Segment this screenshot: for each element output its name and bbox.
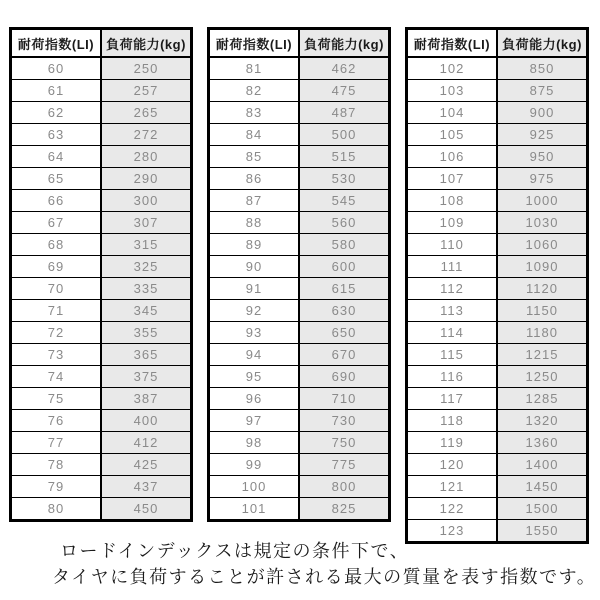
table-row xyxy=(407,256,588,278)
kg-value-cell: 1360 xyxy=(497,432,588,454)
load-index-table-2 xyxy=(207,27,391,522)
kg-value-cell: 365 xyxy=(101,344,192,366)
li-value-cell: 84 xyxy=(209,124,300,146)
kg-value-cell: 580 xyxy=(299,234,390,256)
table-row xyxy=(407,366,588,388)
table-row xyxy=(407,80,588,102)
li-value-cell: 115 xyxy=(407,344,498,366)
table-row xyxy=(407,498,588,520)
kg-value-cell: 515 xyxy=(299,146,390,168)
kg-value-cell: 475 xyxy=(299,80,390,102)
kg-value-cell: 1180 xyxy=(497,322,588,344)
kg-value-cell: 710 xyxy=(299,388,390,410)
kg-value-cell: 800 xyxy=(299,476,390,498)
table-row xyxy=(209,344,390,366)
kg-value-cell: 437 xyxy=(101,476,192,498)
table-row xyxy=(407,476,588,498)
li-value-cell: 111 xyxy=(407,256,498,278)
kg-value-cell: 950 xyxy=(497,146,588,168)
li-value-cell: 104 xyxy=(407,102,498,124)
li-value-cell: 89 xyxy=(209,234,300,256)
kg-value-cell: 560 xyxy=(299,212,390,234)
kg-value-cell: 1000 xyxy=(497,190,588,212)
li-value-cell: 83 xyxy=(209,102,300,124)
load-index-table-1 xyxy=(9,27,193,522)
table-row xyxy=(407,57,588,80)
kg-value-cell: 500 xyxy=(299,124,390,146)
kg-value-cell: 690 xyxy=(299,366,390,388)
li-value-cell: 109 xyxy=(407,212,498,234)
table-row xyxy=(407,146,588,168)
li-value-cell: 62 xyxy=(11,102,102,124)
li-value-cell: 65 xyxy=(11,168,102,190)
table-row xyxy=(209,168,390,190)
li-value-cell: 73 xyxy=(11,344,102,366)
kg-value-cell: 425 xyxy=(101,454,192,476)
table-row xyxy=(11,366,192,388)
li-value-cell: 64 xyxy=(11,146,102,168)
table-row xyxy=(209,234,390,256)
table-row xyxy=(209,410,390,432)
li-value-cell: 80 xyxy=(11,498,102,521)
kg-value-cell: 825 xyxy=(299,498,390,521)
kg-column-header: 負荷能力(kg) xyxy=(299,29,390,58)
kg-value-cell: 600 xyxy=(299,256,390,278)
table-row xyxy=(407,212,588,234)
li-value-cell: 119 xyxy=(407,432,498,454)
table-row xyxy=(11,234,192,256)
li-value-cell: 97 xyxy=(209,410,300,432)
load-index-table-3 xyxy=(405,27,589,544)
li-value-cell: 78 xyxy=(11,454,102,476)
table-row xyxy=(11,190,192,212)
li-value-cell: 113 xyxy=(407,300,498,322)
table-row xyxy=(11,388,192,410)
li-value-cell: 61 xyxy=(11,80,102,102)
kg-value-cell: 257 xyxy=(101,80,192,102)
kg-value-cell: 1500 xyxy=(497,498,588,520)
kg-value-cell: 925 xyxy=(497,124,588,146)
kg-value-cell: 250 xyxy=(101,57,192,80)
table-row xyxy=(407,300,588,322)
li-value-cell: 66 xyxy=(11,190,102,212)
kg-value-cell: 412 xyxy=(101,432,192,454)
table-row xyxy=(407,454,588,476)
table-row xyxy=(11,300,192,322)
kg-value-cell: 530 xyxy=(299,168,390,190)
table-row xyxy=(407,344,588,366)
li-value-cell: 105 xyxy=(407,124,498,146)
table-row xyxy=(11,80,192,102)
kg-value-cell: 1030 xyxy=(497,212,588,234)
table-row xyxy=(11,212,192,234)
li-value-cell: 70 xyxy=(11,278,102,300)
kg-value-cell: 615 xyxy=(299,278,390,300)
li-column-header: 耐荷指数(LI) xyxy=(407,29,498,58)
table-row xyxy=(209,454,390,476)
kg-value-cell: 1285 xyxy=(497,388,588,410)
li-value-cell: 81 xyxy=(209,57,300,80)
kg-value-cell: 300 xyxy=(101,190,192,212)
kg-value-cell: 462 xyxy=(299,57,390,80)
table-row xyxy=(407,278,588,300)
table-row xyxy=(209,57,390,80)
kg-value-cell: 400 xyxy=(101,410,192,432)
kg-value-cell: 272 xyxy=(101,124,192,146)
li-value-cell: 106 xyxy=(407,146,498,168)
table-row xyxy=(11,146,192,168)
li-value-cell: 116 xyxy=(407,366,498,388)
table-row xyxy=(407,410,588,432)
kg-value-cell: 335 xyxy=(101,278,192,300)
li-value-cell: 67 xyxy=(11,212,102,234)
kg-value-cell: 280 xyxy=(101,146,192,168)
table-row xyxy=(11,168,192,190)
table-row xyxy=(209,322,390,344)
footer-note xyxy=(0,538,600,590)
table-row xyxy=(11,432,192,454)
kg-value-cell: 345 xyxy=(101,300,192,322)
table-row xyxy=(209,146,390,168)
table-row xyxy=(11,454,192,476)
table-row xyxy=(209,124,390,146)
table-row xyxy=(407,432,588,454)
kg-value-cell: 850 xyxy=(497,57,588,80)
header-row xyxy=(11,29,192,58)
kg-value-cell: 307 xyxy=(101,212,192,234)
load-index-tables xyxy=(9,27,589,544)
kg-value-cell: 670 xyxy=(299,344,390,366)
kg-value-cell: 1120 xyxy=(497,278,588,300)
footer-line-2: タイヤに負荷することが許される最大の質量を表す指数です。 xyxy=(52,567,597,587)
kg-value-cell: 1215 xyxy=(497,344,588,366)
table-row xyxy=(407,168,588,190)
kg-value-cell: 325 xyxy=(101,256,192,278)
kg-value-cell: 1400 xyxy=(497,454,588,476)
li-value-cell: 90 xyxy=(209,256,300,278)
li-value-cell: 92 xyxy=(209,300,300,322)
li-value-cell: 86 xyxy=(209,168,300,190)
table-row xyxy=(209,278,390,300)
kg-value-cell: 387 xyxy=(101,388,192,410)
li-value-cell: 123 xyxy=(407,520,498,543)
li-column-header: 耐荷指数(LI) xyxy=(11,29,102,58)
table-row xyxy=(11,322,192,344)
li-value-cell: 91 xyxy=(209,278,300,300)
li-value-cell: 82 xyxy=(209,80,300,102)
kg-value-cell: 265 xyxy=(101,102,192,124)
li-value-cell: 95 xyxy=(209,366,300,388)
table-row xyxy=(209,498,390,521)
li-value-cell: 102 xyxy=(407,57,498,80)
table-row xyxy=(209,190,390,212)
li-value-cell: 75 xyxy=(11,388,102,410)
li-value-cell: 87 xyxy=(209,190,300,212)
table-row xyxy=(209,432,390,454)
table-row xyxy=(407,234,588,256)
table-row xyxy=(407,102,588,124)
li-value-cell: 68 xyxy=(11,234,102,256)
table-row xyxy=(11,498,192,521)
li-value-cell: 99 xyxy=(209,454,300,476)
kg-value-cell: 900 xyxy=(497,102,588,124)
kg-value-cell: 1450 xyxy=(497,476,588,498)
kg-value-cell: 290 xyxy=(101,168,192,190)
kg-value-cell: 1550 xyxy=(497,520,588,543)
kg-value-cell: 375 xyxy=(101,366,192,388)
li-value-cell: 69 xyxy=(11,256,102,278)
kg-value-cell: 355 xyxy=(101,322,192,344)
li-value-cell: 76 xyxy=(11,410,102,432)
kg-value-cell: 487 xyxy=(299,102,390,124)
kg-value-cell: 730 xyxy=(299,410,390,432)
li-value-cell: 94 xyxy=(209,344,300,366)
table-row xyxy=(11,344,192,366)
kg-value-cell: 1090 xyxy=(497,256,588,278)
li-value-cell: 101 xyxy=(209,498,300,521)
table-row xyxy=(11,124,192,146)
li-value-cell: 63 xyxy=(11,124,102,146)
li-value-cell: 122 xyxy=(407,498,498,520)
table-row xyxy=(11,278,192,300)
kg-value-cell: 1320 xyxy=(497,410,588,432)
kg-value-cell: 775 xyxy=(299,454,390,476)
table-row xyxy=(407,388,588,410)
li-value-cell: 88 xyxy=(209,212,300,234)
kg-column-header: 負荷能力(kg) xyxy=(101,29,192,58)
table-row xyxy=(11,256,192,278)
table-row xyxy=(209,80,390,102)
li-value-cell: 60 xyxy=(11,57,102,80)
li-value-cell: 118 xyxy=(407,410,498,432)
li-value-cell: 98 xyxy=(209,432,300,454)
header-row xyxy=(407,29,588,58)
table-row xyxy=(11,410,192,432)
kg-value-cell: 630 xyxy=(299,300,390,322)
li-value-cell: 112 xyxy=(407,278,498,300)
li-value-cell: 74 xyxy=(11,366,102,388)
li-value-cell: 107 xyxy=(407,168,498,190)
kg-value-cell: 1250 xyxy=(497,366,588,388)
table-row xyxy=(209,102,390,124)
li-value-cell: 103 xyxy=(407,80,498,102)
kg-value-cell: 1060 xyxy=(497,234,588,256)
kg-value-cell: 875 xyxy=(497,80,588,102)
table-row xyxy=(209,366,390,388)
li-value-cell: 121 xyxy=(407,476,498,498)
table-row xyxy=(407,190,588,212)
kg-value-cell: 975 xyxy=(497,168,588,190)
footer-line-1: ロードインデックスは規定の条件下で、 xyxy=(60,541,410,561)
li-value-cell: 110 xyxy=(407,234,498,256)
li-value-cell: 77 xyxy=(11,432,102,454)
table-row xyxy=(11,57,192,80)
table-row xyxy=(209,388,390,410)
kg-value-cell: 750 xyxy=(299,432,390,454)
li-value-cell: 120 xyxy=(407,454,498,476)
li-value-cell: 72 xyxy=(11,322,102,344)
li-value-cell: 71 xyxy=(11,300,102,322)
li-value-cell: 96 xyxy=(209,388,300,410)
li-column-header: 耐荷指数(LI) xyxy=(209,29,300,58)
header-row xyxy=(209,29,390,58)
kg-value-cell: 450 xyxy=(101,498,192,521)
kg-column-header: 負荷能力(kg) xyxy=(497,29,588,58)
table-row xyxy=(11,102,192,124)
table-row xyxy=(209,476,390,498)
li-value-cell: 108 xyxy=(407,190,498,212)
li-value-cell: 114 xyxy=(407,322,498,344)
kg-value-cell: 1150 xyxy=(497,300,588,322)
table-row xyxy=(209,256,390,278)
kg-value-cell: 650 xyxy=(299,322,390,344)
kg-value-cell: 315 xyxy=(101,234,192,256)
li-value-cell: 79 xyxy=(11,476,102,498)
table-row xyxy=(209,212,390,234)
li-value-cell: 117 xyxy=(407,388,498,410)
table-row xyxy=(407,124,588,146)
li-value-cell: 100 xyxy=(209,476,300,498)
li-value-cell: 93 xyxy=(209,322,300,344)
table-row xyxy=(11,476,192,498)
li-value-cell: 85 xyxy=(209,146,300,168)
table-row xyxy=(407,322,588,344)
kg-value-cell: 545 xyxy=(299,190,390,212)
table-row xyxy=(209,300,390,322)
